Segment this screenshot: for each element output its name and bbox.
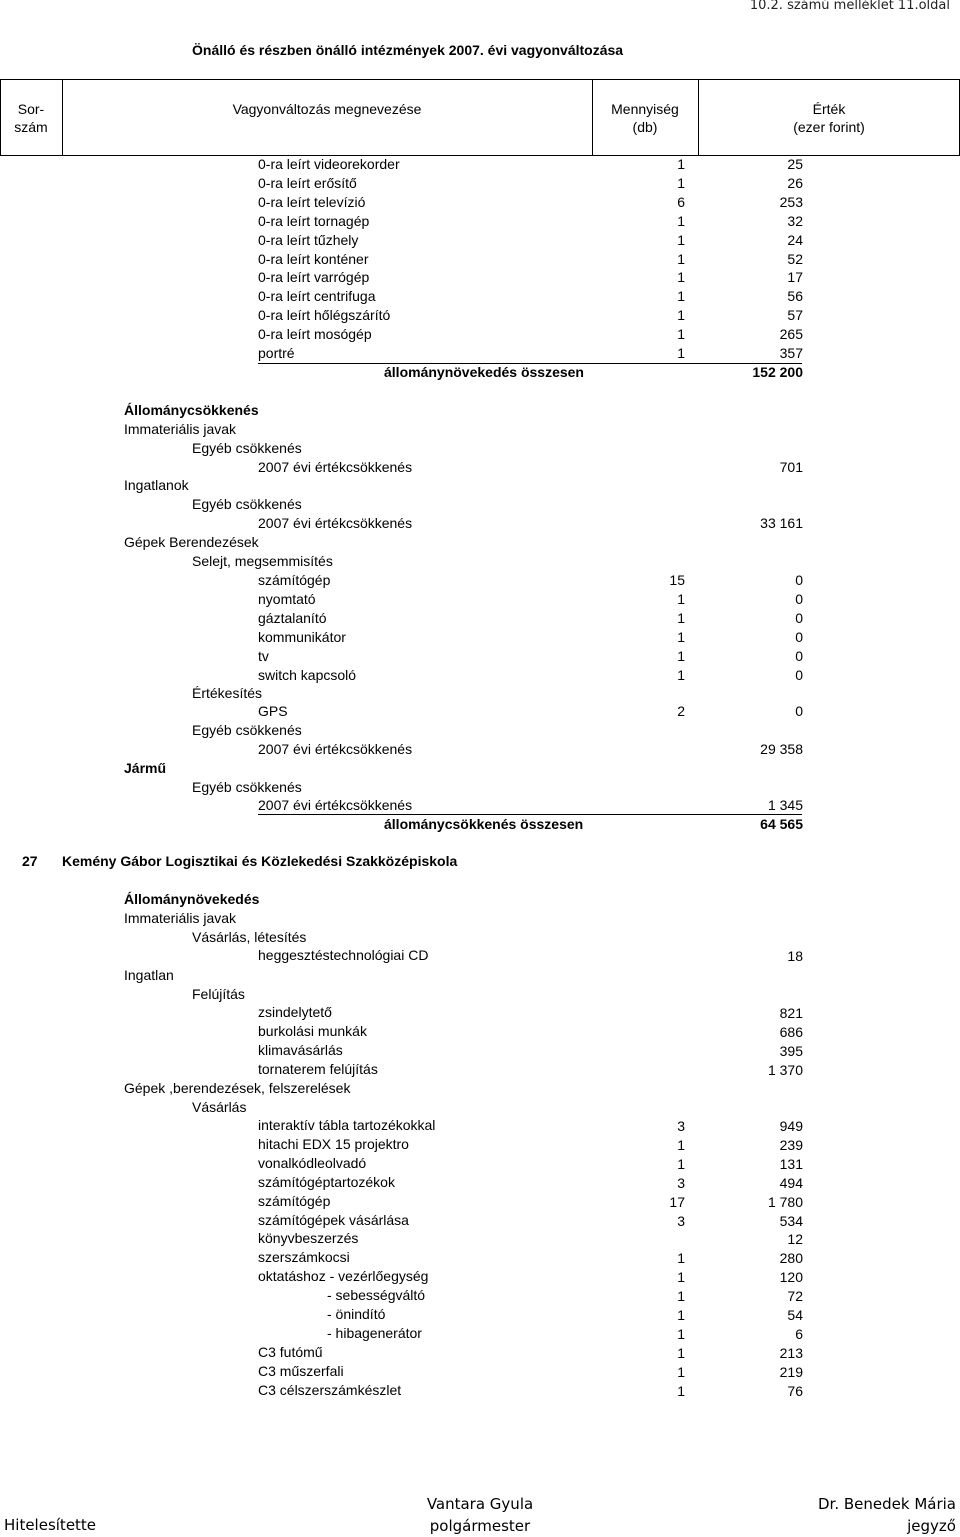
machine-item-row-name: - önindító [327, 1306, 386, 1322]
inst-immaterial-value: 18 [787, 948, 803, 964]
top-item-row-name: 0-ra leírt hőlégszárító [258, 307, 391, 324]
scrap-item-row-qty: 15 [669, 572, 685, 588]
decrease-property-sub: Egyéb csökkenés [192, 496, 302, 512]
top-item-row-name: 0-ra leírt konténer [258, 250, 369, 267]
scrap-item-row-name: kommunikátor [258, 628, 346, 645]
renovation-item-row-name: zsindelytető [258, 1004, 332, 1020]
machine-item-row-qty: 1 [677, 1155, 685, 1172]
top-item-row-qty: 6 [677, 193, 685, 210]
renovation-item-row-value: 686 [779, 1023, 803, 1040]
machine-item-row-name: hitachi EDX 15 projektro [258, 1135, 409, 1152]
machine-item-row-qty: 1 [677, 1250, 685, 1267]
decrease-property-value: 33 161 [760, 515, 803, 531]
scrap-item-row-value: 0 [795, 572, 803, 588]
top-item-row-qty: 1 [677, 231, 685, 248]
decrease-vehicle-item: 2007 évi értékcsökkenés [258, 797, 413, 813]
header-description: Vagyonváltozás megnevezése [232, 101, 422, 117]
decrease-sale-qty: 2 [677, 703, 685, 719]
header-quantity-2: (db) [632, 119, 658, 135]
scrap-item-row-value: 0 [795, 590, 803, 607]
footer-certified: Hitelesítette [4, 1516, 97, 1534]
increase-total-label: állománynövekedés összesen [384, 364, 584, 380]
machine-item-row-value: 494 [779, 1174, 803, 1191]
decrease-immaterial: Immateriális javak [124, 421, 237, 437]
inst-machines: Gépek ,berendezések, felszerelések [124, 1080, 351, 1096]
institution-name: Kemény Gábor Logisztikai és Közlekedési Szakközépiskola [62, 853, 458, 869]
top-item-row-name: 0-ra leírt erősítő [258, 174, 357, 191]
top-item-row-qty: 1 [677, 326, 685, 343]
machine-item-row-qty: 1 [677, 1363, 685, 1380]
inst-purchase: Vásárlás, létesítés [192, 929, 307, 945]
footer-mayor-title: polgármester [429, 1517, 531, 1535]
top-item-row-name: 0-ra leírt mosógép [258, 326, 372, 343]
top-item-row-value: 52 [787, 250, 803, 267]
top-item-row-qty: 1 [677, 156, 685, 172]
machine-item-row-qty: 1 [677, 1307, 685, 1323]
header-quantity-1: Mennyiség [611, 101, 679, 117]
machine-item-row-qty: 1 [677, 1288, 685, 1305]
machine-item-row-name: C3 műszerfali [258, 1362, 344, 1379]
machine-item-row-value: 131 [779, 1155, 803, 1172]
top-item-row-qty: 1 [677, 212, 685, 229]
machine-item-row-qty: 3 [677, 1212, 685, 1229]
renovation-item-row-name: tornaterem felújítás [258, 1060, 378, 1077]
scrap-item-row-name: switch kapcsoló [258, 666, 357, 683]
header-sorszam-2: szám [14, 119, 48, 135]
scrap-item-row-name: nyomtató [258, 590, 316, 607]
machine-item-row-value: 72 [787, 1288, 803, 1305]
header-sorszam-1: Sor- [17, 101, 45, 117]
scrap-item-row-name: számítógép [258, 572, 331, 588]
page-title: Önálló és részben önálló intézmények 2007. évi vagyonváltozása [192, 42, 624, 58]
top-item-row-qty: 1 [677, 345, 685, 361]
top-item-row-name: 0-ra leírt televízió [258, 193, 366, 210]
inst-renovation: Felújítás [192, 986, 245, 1002]
machine-item-row-name: C3 futómű [258, 1343, 323, 1360]
top-item-row-name: 0-ra leírt tűzhely [258, 231, 359, 248]
machine-item-row-qty: 1 [677, 1382, 685, 1399]
scrap-item-row-qty: 1 [677, 628, 685, 645]
footer-mayor-name: Vantara Gyula [426, 1495, 534, 1513]
top-item-row-qty: 1 [677, 288, 685, 305]
top-item-row-qty: 1 [677, 269, 685, 286]
top-item-row-qty: 1 [677, 307, 685, 324]
institution-number: 27 [22, 853, 38, 869]
machine-item-row-value: 219 [779, 1363, 803, 1380]
header-value-1: Érték [812, 101, 846, 117]
machine-item-row-value: 1 780 [767, 1193, 803, 1210]
renovation-item-row-name: klimavásárlás [258, 1041, 343, 1058]
machine-item-row-qty: 1 [677, 1325, 685, 1342]
top-item-row-value: 253 [779, 193, 803, 210]
machine-item-row-qty: 1 [677, 1344, 685, 1361]
scrap-item-row-value: 0 [795, 666, 803, 683]
scrap-item-row-qty: 1 [677, 666, 685, 683]
footer-notary-name: Dr. Benedek Mária [818, 1495, 956, 1513]
increase-total-value: 152 200 [752, 364, 803, 380]
machine-item-row-qty: 1 [677, 1136, 685, 1153]
machine-item-row-qty: 3 [677, 1118, 685, 1134]
machine-item-row-value: 6 [795, 1325, 803, 1342]
machine-item-row-value: 280 [779, 1250, 803, 1267]
machine-item-row-value: 534 [779, 1212, 803, 1229]
decrease-sale-item: GPS [258, 703, 288, 719]
machine-item-row-value: 54 [787, 1307, 803, 1323]
top-item-row-value: 26 [787, 174, 803, 191]
decrease-total-label: állománycsökkenés összesen [384, 816, 584, 832]
top-item-row-value: 357 [779, 345, 803, 361]
machine-item-row-name: oktatáshoz - vezérlőegység [258, 1268, 429, 1285]
decrease-immaterial-value: 701 [779, 459, 803, 475]
machine-item-row-value: 239 [779, 1136, 803, 1153]
renovation-item-row-value: 821 [779, 1005, 803, 1021]
page-reference: 10.2. számú melléklet 11.oldal [749, 0, 950, 13]
top-item-row-value: 17 [787, 269, 803, 286]
top-item-row-qty: 1 [677, 174, 685, 191]
scrap-item-row-qty: 1 [677, 609, 685, 626]
top-item-row-value: 56 [787, 288, 803, 305]
top-item-row-value: 57 [787, 307, 803, 324]
decrease-immaterial-sub: Egyéb csökkenés [192, 440, 302, 456]
machine-item-row-value: 76 [787, 1382, 803, 1399]
machine-item-row-name: interaktív tábla tartozékokkal [258, 1117, 436, 1133]
decrease-property: Ingatlanok [124, 477, 189, 493]
scrap-item-row-value: 0 [795, 609, 803, 626]
top-item-row-name: 0-ra leírt videorekorder [258, 156, 400, 172]
renovation-item-row-value: 1 370 [767, 1061, 803, 1078]
decrease-vehicle: Jármű [124, 760, 167, 776]
inst-immaterial-item: heggesztéstechnológiai CD [258, 947, 429, 963]
machine-item-row-value: 213 [779, 1344, 803, 1361]
scrap-item-row-value: 0 [795, 647, 803, 664]
top-item-row-name: 0-ra leírt varrógép [258, 269, 370, 286]
inst-property: Ingatlan [124, 967, 174, 983]
top-item-row-name: 0-ra leírt tornagép [258, 212, 370, 229]
machine-item-row-name: - hibagenerátor [327, 1324, 422, 1341]
footer-notary-title: jegyző [907, 1517, 956, 1535]
scrap-item-row-name: gáztalanító [258, 609, 327, 626]
top-item-row-value: 24 [787, 231, 803, 248]
decrease-property-item: 2007 évi értékcsökkenés [258, 515, 413, 531]
machine-item-row-name: számítógéptartozékok [258, 1173, 395, 1190]
inst-increase-title: Állománynövekedés [124, 891, 260, 907]
scrap-item-row-name: tv [258, 647, 269, 664]
machine-item-row-qty: 3 [677, 1174, 685, 1191]
decrease-title: Állománycsökkenés [124, 402, 259, 418]
decrease-machines-other-value: 29 358 [760, 741, 803, 757]
decrease-sale: Értékesítés [192, 685, 263, 701]
decrease-immaterial-item: 2007 évi értékcsökkenés [258, 459, 413, 475]
inst-machine-purchase: Vásárlás [192, 1099, 247, 1115]
machine-item-row-name: szerszámkocsi [258, 1249, 350, 1266]
machine-item-row-value: 949 [779, 1118, 803, 1134]
decrease-scrap: Selejt, megsemmisítés [192, 553, 333, 569]
machine-item-row-value: 12 [787, 1231, 803, 1248]
machine-item-row-name: C3 célszerszámkészlet [258, 1381, 402, 1398]
machine-item-row-name: könyvbeszerzés [258, 1230, 359, 1247]
top-item-row-name: portré [258, 345, 295, 361]
scrap-item-row-qty: 1 [677, 647, 685, 664]
machine-item-row-name: számítógépek vásárlása [258, 1211, 409, 1228]
decrease-sale-value: 0 [795, 703, 803, 719]
machine-item-row-name: számítógép [258, 1192, 331, 1209]
machine-item-row-qty: 1 [677, 1269, 685, 1286]
machine-item-row-name: vonalkódleolvadó [258, 1154, 367, 1171]
renovation-item-row-value: 395 [779, 1042, 803, 1059]
inst-immaterial: Immateriális javak [124, 910, 237, 926]
decrease-vehicle-value: 1 345 [767, 797, 803, 813]
top-item-row-value: 265 [779, 326, 803, 343]
machine-item-row-qty: 17 [669, 1193, 685, 1210]
decrease-vehicle-sub: Egyéb csökkenés [192, 779, 302, 795]
top-item-row-name: 0-ra leírt centrifuga [258, 288, 376, 305]
top-item-row-value: 25 [787, 156, 803, 172]
top-item-row-value: 32 [787, 212, 803, 229]
machine-item-row-value: 120 [779, 1269, 803, 1286]
top-item-row-qty: 1 [677, 250, 685, 267]
renovation-item-row-name: burkolási munkák [258, 1022, 367, 1039]
scrap-item-row-value: 0 [795, 628, 803, 645]
decrease-machines: Gépek Berendezések [124, 534, 259, 550]
machine-item-row-name: - sebességváltó [327, 1287, 426, 1304]
scrap-item-row-qty: 1 [677, 590, 685, 607]
decrease-machines-other: Egyéb csökkenés [192, 722, 302, 738]
decrease-total-value: 64 565 [760, 816, 803, 832]
header-value-2: (ezer forint) [793, 119, 865, 135]
decrease-machines-other-item: 2007 évi értékcsökkenés [258, 741, 413, 757]
